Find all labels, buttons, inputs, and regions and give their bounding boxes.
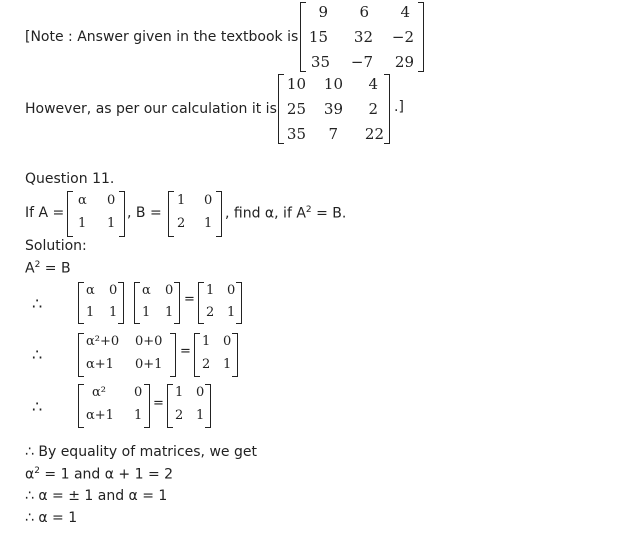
- note-prefix: [Note : Answer given in the textbook is: [25, 29, 299, 45]
- matrix-cell: 0: [223, 334, 232, 349]
- note-closing: .]: [394, 99, 404, 115]
- matrix-cell: 29: [394, 53, 414, 71]
- step2-matrix-1: [78, 333, 176, 377]
- matrix-cell: α+1: [86, 357, 114, 372]
- matrix-cell: α: [86, 283, 95, 298]
- matrix-cell: 0: [196, 385, 205, 400]
- matrix-cell: α²: [92, 385, 106, 400]
- matrix-cell: 39: [323, 100, 343, 118]
- conclusion-equality: ∴ By equality of matrices, we get: [25, 444, 257, 460]
- matrix-cell: α: [78, 193, 87, 208]
- step3-matrix-2: [167, 384, 211, 428]
- matrix-cell: 2: [368, 100, 378, 118]
- equations-rest: = 1 and α + 1 = 2: [39, 466, 174, 483]
- therefore-symbol: ∴: [32, 345, 44, 364]
- solution-title: Solution:: [25, 238, 87, 254]
- matrix-cell: 35: [310, 53, 330, 71]
- question-b-label: , B =: [127, 205, 162, 221]
- exponent: 2: [305, 205, 312, 215]
- question-find: [225, 205, 346, 222]
- conclusion-equations: [25, 466, 173, 483]
- matrix-cell: 6: [359, 3, 369, 21]
- matrix-cell: 2: [206, 305, 215, 320]
- matrix-cell: 0: [107, 193, 116, 208]
- matrix-cell: α: [142, 283, 151, 298]
- equals-sign: =: [153, 396, 164, 411]
- solution-line1: [25, 260, 71, 277]
- matrix-cell: 1: [134, 408, 143, 423]
- matrix-cell: 1: [227, 305, 236, 320]
- matrix-cell: 1: [202, 334, 211, 349]
- matrix-cell: 1: [196, 408, 205, 423]
- therefore-symbol: ∴: [32, 294, 44, 313]
- matrix-cell: 1: [223, 357, 232, 372]
- matrix-cell: 2: [177, 216, 186, 231]
- matrix-cell: 35: [286, 125, 306, 143]
- calculated-matrix: [278, 74, 390, 144]
- matrix-cell: 0+0: [135, 334, 163, 349]
- exponent: 2: [34, 260, 41, 270]
- step3-matrix-1: [78, 384, 150, 428]
- matrix-b: [168, 191, 222, 237]
- matrix-cell: 0: [204, 193, 213, 208]
- equals-sign: =: [180, 344, 191, 359]
- line1-b: = B: [40, 260, 71, 277]
- matrix-cell: α+1: [86, 408, 114, 423]
- therefore-symbol: ∴: [32, 397, 44, 416]
- matrix-cell: α²+0: [86, 334, 120, 349]
- matrix-a: [67, 191, 125, 237]
- alpha: α: [25, 466, 35, 483]
- matrix-cell: 0: [109, 283, 118, 298]
- matrix-cell: 4: [400, 3, 410, 21]
- question-title: Question 11.: [25, 171, 115, 187]
- textbook-answer-matrix: [300, 2, 424, 72]
- matrix-cell: 1: [175, 385, 184, 400]
- matrix-cell: 15: [308, 28, 328, 46]
- exponent: 2: [34, 466, 40, 476]
- matrix-cell: 10: [323, 75, 343, 93]
- matrix-cell: 7: [328, 125, 338, 143]
- matrix-cell: 1: [204, 216, 213, 231]
- matrix-cell: 22: [364, 125, 384, 143]
- matrix-cell: 10: [286, 75, 306, 93]
- question-if-a: If A =: [25, 205, 65, 221]
- question-find-end: = B.: [311, 205, 347, 222]
- step1-matrix-3: [198, 282, 242, 324]
- matrix-cell: 1: [109, 305, 118, 320]
- matrix-cell: 1: [165, 305, 174, 320]
- matrix-cell: 0: [134, 385, 143, 400]
- question-find-text: , find α, if A: [225, 205, 306, 222]
- matrix-cell: 4: [368, 75, 378, 93]
- matrix-cell: 9: [318, 3, 328, 21]
- matrix-cell: 0: [227, 283, 236, 298]
- conclusion-final: ∴ α = 1: [25, 510, 78, 526]
- matrix-cell: 1: [107, 216, 116, 231]
- step2-matrix-2: [194, 333, 238, 377]
- matrix-cell: 1: [142, 305, 151, 320]
- matrix-cell: 1: [206, 283, 215, 298]
- matrix-cell: 25: [286, 100, 306, 118]
- equals-sign: =: [184, 292, 195, 307]
- step1-matrix-1: [78, 282, 124, 324]
- matrix-cell: −2: [391, 28, 414, 46]
- line1-a: A: [25, 260, 35, 277]
- matrix-cell: 1: [78, 216, 87, 231]
- matrix-cell: 0: [165, 283, 174, 298]
- conclusion-roots: ∴ α = ± 1 and α = 1: [25, 488, 168, 504]
- matrix-cell: −7: [350, 53, 373, 71]
- step1-matrix-2: [134, 282, 180, 324]
- matrix-cell: 1: [86, 305, 95, 320]
- matrix-cell: 2: [175, 408, 184, 423]
- matrix-cell: 32: [353, 28, 373, 46]
- matrix-cell: 1: [177, 193, 186, 208]
- matrix-cell: 2: [202, 357, 211, 372]
- matrix-cell: 0+1: [135, 357, 163, 372]
- note-however: However, as per our calculation it is: [25, 101, 277, 117]
